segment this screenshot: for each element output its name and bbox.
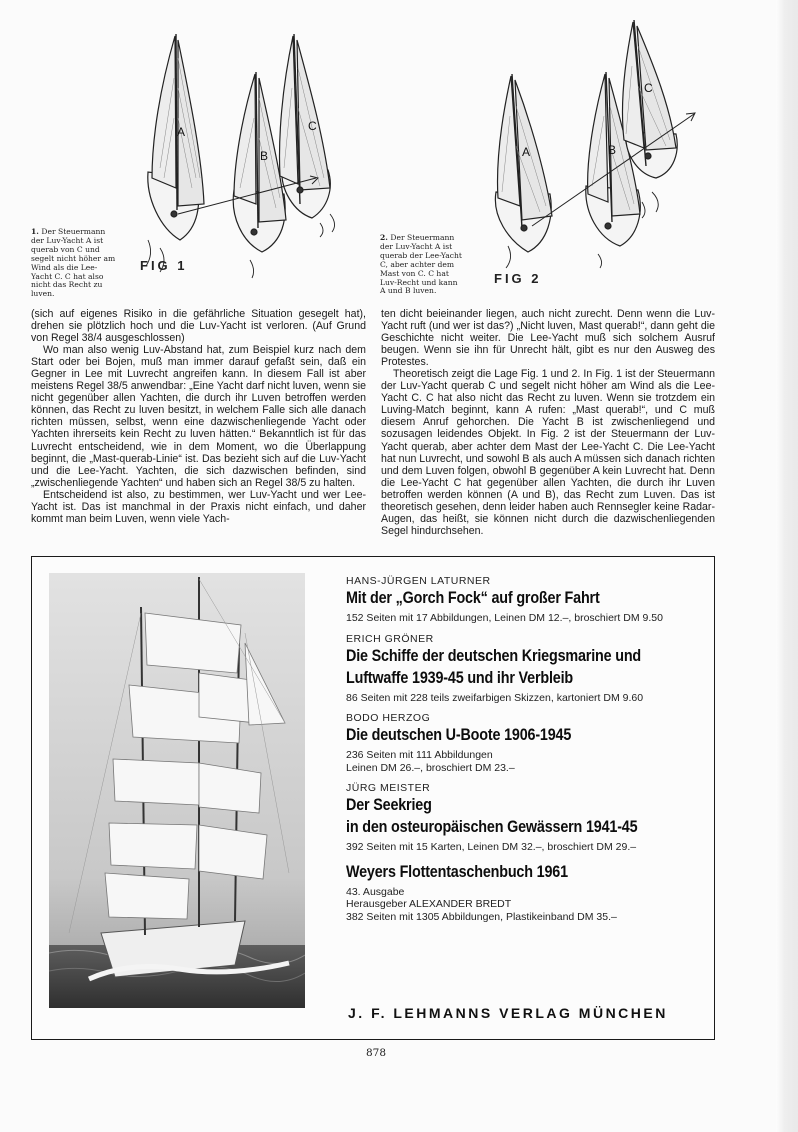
book-description: 236 Seiten mit 111 Abbildungen [346, 749, 493, 761]
figure-1-caption-line: Der Steuermann [41, 227, 106, 236]
svg-text:A: A [177, 125, 186, 139]
book-author: ERICH GRÖNER [346, 632, 434, 645]
book-title: Luftwaffe 1939-45 und ihr Verbleib [346, 668, 574, 687]
figure-1-caption-number: 1. [31, 227, 39, 236]
publisher-name: J. F. LEHMANNS VERLAG MÜNCHEN [348, 1005, 668, 1021]
book-entry [346, 862, 706, 924]
page-edge-shadow [776, 0, 798, 1132]
sailing-ship-photo [49, 573, 305, 1008]
figure-2 [488, 16, 708, 270]
figure-2-caption-line: Der Steuermann [390, 233, 455, 242]
figure-1-caption [31, 228, 127, 299]
svg-text:B: B [260, 149, 269, 163]
svg-text:C: C [308, 119, 317, 133]
figure-2-label: FIG 2 [494, 271, 542, 286]
figure-2-caption-number: 2. [380, 233, 388, 242]
book-description: 392 Seiten mit 15 Karten, Leinen DM 32.–, broschiert DM 29.– [346, 841, 637, 853]
figure-2-caption-line: der Luv-Yacht A ist [380, 241, 453, 251]
book-title: Die Schiffe der deutschen Kriegsmarine und [346, 646, 642, 665]
book-title: Der Seekrieg [346, 796, 432, 814]
book-description: 86 Seiten mit 228 teils zweifarbigen Skizzen, kartoniert DM 9.60 [346, 691, 644, 704]
book-title: in den osteuropäischen Gewässern 1941-45 [346, 818, 638, 836]
book-title: Weyers Flottentaschenbuch 1961 [346, 862, 568, 881]
figure-2-caption-line: querab der Lee-Yacht [380, 250, 462, 260]
book-author: JÜRG MEISTER [346, 782, 431, 794]
book-author: BODO HERZOG [346, 712, 431, 724]
figure-2-caption-line: Luv-Recht und kann [380, 277, 458, 287]
book-author: HANS-JÜRGEN LATURNER [346, 575, 491, 587]
figure-1-caption-line: Yacht C. C hat also [31, 271, 104, 281]
figure-1-label: FIG 1 [140, 258, 188, 273]
article-paragraph: Wo man also wenig Luv-Abstand hat, zum Beispiel kurz nach dem Start oder bei Bojen, muß man immer darauf gefaßt sein, daß ein Gegner in Lee mit Luvrecht angreifen kann. In diesem Fall ist aber meistens Regel 38/5 anwendbar: „Eine Yacht darf nicht luven, wenn sie nicht gegenüber allen Yachten, die durch ihr Luven betroffen werden können, das Recht zu luven besitzt, in welchem Falle sich alle danach richten müssen, selbst, wenn eine dazwischenliegende Yacht oder Yachten ihrerseits kein Recht zu luven hätten.“ Bekanntlich ist für das Luvrecht entscheidend, wie in dem Moment, wo die Überlappung beginnt, die „Mast-querab-Linie“ ist. Das bezieht sich auf die Luv-Yacht und die Lee-Yacht. Yachten, die sich dazwischen befinden, sind „zwischenliegende Yachten“ und haben sich an Regel 38/5 zu halten. [31, 344, 366, 489]
figure-1-caption-line: luven. [31, 289, 55, 299]
figure-1-caption-line: nicht das Recht zu [31, 280, 103, 290]
article-paragraph: (sich auf eigenes Risiko in die gefährliche Situation gesegelt hat), drehen sie plötzlich hoch und die Luv-Yacht ist verloren. (Auf Grund von Regel 38/4 ausgeschlossen) [31, 308, 366, 345]
book-description: Leinen DM 26.–, broschiert DM 23.– [346, 761, 515, 774]
book-description: Herausgeber ALEXANDER BREDT [346, 898, 512, 910]
book-description: 382 Seiten mit 1305 Abbildungen, Plastikeinband DM 35.– [346, 910, 617, 923]
figure-2-caption-line: Mast von C. C hat [380, 268, 449, 278]
svg-text:A: A [522, 145, 531, 159]
book-description: 43. Ausgabe [346, 885, 405, 898]
article-paragraph: Entscheidend ist also, zu bestimmen, wer Luv-Yacht und wer Lee-Yacht ist. Das ist manchmal in der Praxis nicht einfach, und daher kommt man beim Luven, wenn viele Yach- [31, 488, 366, 525]
figure-2-caption-line: A und B luven. [380, 286, 437, 296]
figure-1 [130, 28, 350, 280]
page-number: 878 [366, 1047, 387, 1059]
book-advertisement [31, 556, 715, 1040]
book-title: Mit der „Gorch Fock“ auf großer Fahrt [346, 589, 600, 607]
figure-2-drawing [488, 16, 708, 270]
book-list [346, 575, 706, 931]
book-entry [346, 633, 706, 705]
svg-text:B: B [608, 143, 617, 157]
svg-text:C: C [644, 81, 653, 95]
figure-1-caption-line: Wind als die Lee- [31, 262, 98, 272]
tall-ship-illustration [49, 573, 305, 1008]
figure-1-caption-line: der Luv-Yacht A ist [31, 235, 104, 245]
book-entry [346, 782, 706, 854]
book-entry [346, 575, 706, 625]
figure-1-drawing [130, 28, 350, 280]
book-description: 152 Seiten mit 17 Abbildungen, Leinen DM 12.–, broschiert DM 9.50 [346, 612, 663, 624]
figure-1-caption-line: querab von C und [31, 244, 100, 254]
figure-2-caption [380, 234, 476, 296]
figure-2-caption-line: C, aber achter dem [380, 259, 455, 269]
article-paragraph: Theoretisch zeigt die Lage Fig. 1 und 2. In Fig. 1 ist der Steuermann der Luv-Yacht querab C und segelt nicht höher am Wind als die Lee-Yacht C. C hat also nicht das Recht zu luven. Wenn sie trotzdem ein Luving-Match beginnt, kann A rufen: „Mast querab!“, und C muß diesem Anruf gehorchen. Die Yacht B ist zwischenliegend und sozusagen leidendes Objekt. In Fig. 2 ist der Steuermann der Luv-Yacht querab, aber achter dem Mast der Lee-Yacht C. Die Lee-Yacht hat nun Luvrecht, und sowohl B als auch A müssen sich danach richten und dem Luven folgen, obwohl B gegenüber A kein Luvrecht hat. Denn die Lee-Yacht C hat gegenüber allen Yachten, die durch ihr Luven betroffen werden können (A und B), das Recht zum Luven. Das ist theoretisch gesehen, denn leider haben auch Rennsegler keine Radar-Augen, das heißt, sie können nicht durch die dazwischenliegenden Segel hindurchsehen. [381, 368, 715, 537]
article-paragraph: ten dicht beieinander liegen, auch nicht zurecht. Denn wenn die Luv-Yacht ruft (und wer ist das?) „Nicht luven, Mast querab!“, dann geht die Geschichte nicht weiter. Die Lee-Yacht muß sich solchem Ausruf beugen. Wenn sie ihn für Unrecht hält, gibt es nur den Ausweg des Protestes. [381, 308, 715, 369]
figure-1-caption-line: segelt nicht höher am [31, 253, 116, 263]
book-entry [346, 712, 706, 774]
book-title: Die deutschen U-Boote 1906-1945 [346, 726, 572, 744]
article-column-left [31, 308, 366, 525]
article-column-right [381, 308, 715, 537]
